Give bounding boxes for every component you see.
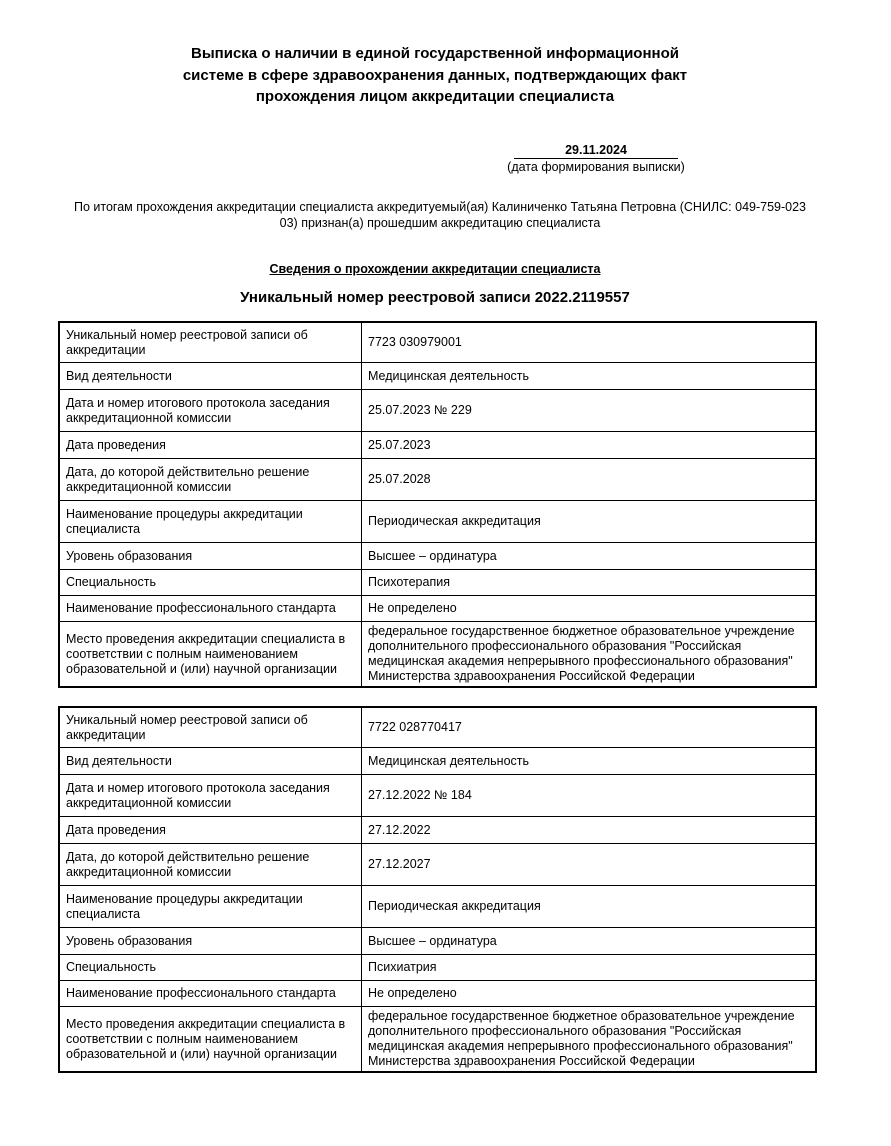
row-value: 7723 030979001 bbox=[362, 322, 817, 362]
table-row bbox=[59, 621, 816, 687]
intro-line: 03) признан(а) прошедшим аккредитацию специалиста bbox=[279, 215, 601, 230]
table-row bbox=[59, 843, 816, 885]
row-label: Наименование профессионального стандарта bbox=[59, 595, 362, 621]
row-value: Психиатрия bbox=[362, 954, 817, 980]
row-value: Не определено bbox=[362, 980, 817, 1006]
row-label: Вид деятельности bbox=[59, 362, 362, 389]
table-row bbox=[59, 431, 816, 458]
row-value: 7722 028770417 bbox=[362, 707, 817, 747]
table-row bbox=[59, 500, 816, 542]
row-label: Наименование процедуры аккредитации специалиста bbox=[59, 500, 362, 542]
row-value: федеральное государственное бюджетное образовательное учреждение дополнительного профессионального образования "Российская медицинская академия непрерывного профессионального образования" Министерства здравоохранения Российской Федерации bbox=[362, 1006, 817, 1072]
row-label: Вид деятельности bbox=[59, 747, 362, 774]
row-value: Медицинская деятельность bbox=[362, 362, 817, 389]
table-row bbox=[59, 816, 816, 843]
row-label: Дата, до которой действительно решение аккредитационной комиссии bbox=[59, 458, 362, 500]
row-label: Дата проведения bbox=[59, 816, 362, 843]
title-line: прохождения лицом аккредитации специалиста bbox=[255, 88, 615, 105]
row-value: 25.07.2023 № 229 bbox=[362, 389, 817, 431]
table-row bbox=[59, 362, 816, 389]
row-value: Периодическая аккредитация bbox=[362, 500, 817, 542]
document-title bbox=[120, 43, 750, 108]
table-row bbox=[59, 774, 816, 816]
row-label: Наименование процедуры аккредитации специалиста bbox=[59, 885, 362, 927]
row-value: 27.12.2027 bbox=[362, 843, 817, 885]
table-row bbox=[59, 747, 816, 774]
row-label: Уровень образования bbox=[59, 927, 362, 954]
table-row bbox=[59, 322, 816, 362]
row-value: Периодическая аккредитация bbox=[362, 885, 817, 927]
row-value: Высшее – ординатура bbox=[362, 927, 817, 954]
table-row bbox=[59, 954, 816, 980]
row-value: Высшее – ординатура bbox=[362, 542, 817, 569]
row-value: Психотерапия bbox=[362, 569, 817, 595]
table-row bbox=[59, 542, 816, 569]
table-row bbox=[59, 885, 816, 927]
table-row bbox=[59, 458, 816, 500]
row-label: Специальность bbox=[59, 569, 362, 595]
row-label: Уникальный номер реестровой записи об аккредитации bbox=[59, 322, 362, 362]
registry-number-heading: Уникальный номер реестровой записи 2022.2119557 bbox=[240, 289, 630, 306]
row-label: Место проведения аккредитации специалиста в соответствии с полным наименованием образовательной и (или) научной организации bbox=[59, 621, 362, 687]
accreditation-record-table bbox=[58, 706, 817, 1073]
table-row bbox=[59, 707, 816, 747]
table-row bbox=[59, 595, 816, 621]
extract-date-caption: (дата формирования выписки) bbox=[507, 160, 685, 174]
intro-line: По итогам прохождения аккредитации специалиста аккредитуемый(ая) Калиниченко Татьяна Петровна (СНИЛС: 049-759-023 bbox=[73, 200, 807, 214]
row-value: 27.12.2022 № 184 bbox=[362, 774, 817, 816]
row-label: Специальность bbox=[59, 954, 362, 980]
row-label: Место проведения аккредитации специалиста в соответствии с полным наименованием образовательной и (или) научной организации bbox=[59, 1006, 362, 1072]
row-label: Уникальный номер реестровой записи об аккредитации bbox=[59, 707, 362, 747]
row-value: 25.07.2023 bbox=[362, 431, 817, 458]
accreditation-record-table bbox=[58, 321, 817, 688]
table-row bbox=[59, 980, 816, 1006]
row-value: 27.12.2022 bbox=[362, 816, 817, 843]
extract-date-block bbox=[500, 143, 708, 175]
row-value: Медицинская деятельность bbox=[362, 747, 817, 774]
row-label: Наименование профессионального стандарта bbox=[59, 980, 362, 1006]
row-value: Не определено bbox=[362, 595, 817, 621]
section-heading: Сведения о прохождении аккредитации специалиста bbox=[269, 262, 601, 276]
row-label: Дата и номер итогового протокола заседания аккредитационной комиссии bbox=[59, 774, 362, 816]
extract-date: 29.11.2024 bbox=[514, 143, 678, 159]
row-label: Дата, до которой действительно решение аккредитационной комиссии bbox=[59, 843, 362, 885]
table-row bbox=[59, 927, 816, 954]
title-line: системе в сфере здравоохранения данных, подтверждающих факт bbox=[182, 66, 688, 84]
intro-paragraph bbox=[60, 200, 820, 231]
title-line: Выписка о наличии в единой государственной информационной bbox=[191, 45, 679, 62]
row-label: Дата проведения bbox=[59, 431, 362, 458]
row-value: 25.07.2028 bbox=[362, 458, 817, 500]
row-label: Уровень образования bbox=[59, 542, 362, 569]
table-row bbox=[59, 1006, 816, 1072]
row-value: федеральное государственное бюджетное образовательное учреждение дополнительного профессионального образования "Российская медицинская академия непрерывного профессионального образования" Министерства здравоохранения Российской Федерации bbox=[362, 621, 817, 687]
table-row bbox=[59, 389, 816, 431]
row-label: Дата и номер итогового протокола заседания аккредитационной комиссии bbox=[59, 389, 362, 431]
table-row bbox=[59, 569, 816, 595]
